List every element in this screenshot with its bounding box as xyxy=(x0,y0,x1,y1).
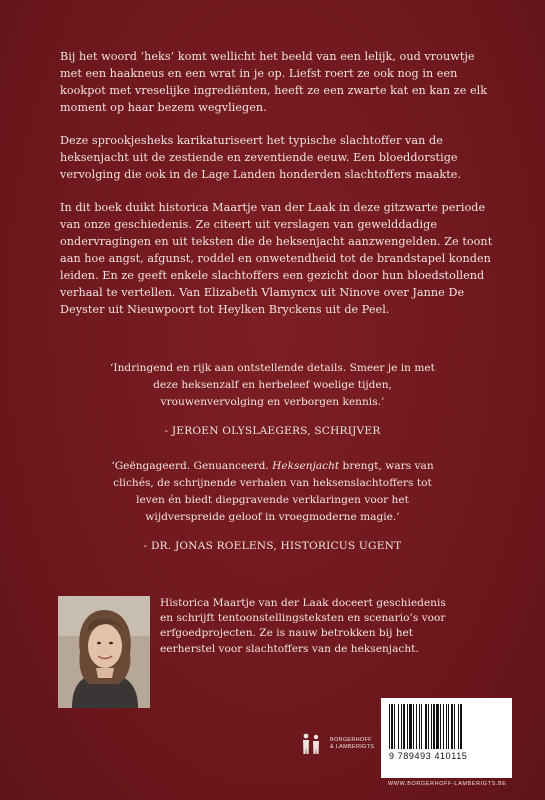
quote-attribution: - JEROEN OLYSLAEGERS, SCHRIJVER xyxy=(164,425,381,437)
blurb-paragraph-1: Bij het woord ‘heks’ komt wellicht het beeld van een lelijk, oud vrouwtje met een haakneus en een wrat in je op. Liefst roert ze ook nog in een kookpot met vreselijke ingrediënten, heeft ze een zwarte kat en kan ze elk moment op haar bezem wegvliegen. xyxy=(60,50,488,114)
quote-text: ‘Indringend en rijk aan ontstellende details. Smeer je in met deze heksenzalf en herbeleef woelige tijden, vrouwenvervolging en verborgen kennis.’ xyxy=(110,362,435,408)
isbn-barcode xyxy=(381,698,512,778)
publisher-website: WWW.BORGERHOFF-LAMBERIGTS.BE xyxy=(388,781,507,787)
author-photo xyxy=(58,596,150,708)
quote-text-after: brengt, wars van clichés, de schrijnende verhalen van heksenslachtoffers tot leven én biedt diepgravende verklaringen voor het wijdverspreide geloof in vroegmoderne magie.’ xyxy=(113,460,434,523)
blurb-paragraph-3: In dit boek duikt historica Maartje van der Laak in deze gitzwarte periode van onze geschiedenis. Ze citeert uit verslagen van gewelddadige ondervragingen en uit teksten die de heksenjacht aanzwengelden. Ze toont aan hoe angst, afgunst, roddel en onwetendheid tot de brandstapel konden leiden. En ze geeft enkele slachtoffers een gezicht door hun bloedstollend verhaal te vertellen. Van Elizabeth Vlamyncx uit Ninove over Janne De Deyster uit Nieuwpoort tot Heylken Bryckens uit de Peel. xyxy=(60,201,493,316)
quote-attribution: - DR. JONAS ROELENS, HISTORICUS UGENT xyxy=(143,540,402,552)
publisher-name xyxy=(330,737,374,751)
review-quote-1 xyxy=(100,360,445,440)
barcode-bars xyxy=(389,704,504,749)
publisher-figures-icon xyxy=(300,732,322,756)
quote-text xyxy=(100,458,445,526)
publisher-name-line1: BORGERHOFF xyxy=(330,737,372,743)
book-title-italic: Heksenjacht xyxy=(272,460,340,472)
review-quote-2 xyxy=(100,458,445,555)
publisher-logo xyxy=(300,732,374,756)
publisher-name-line2: & LAMBERIGTS xyxy=(330,744,375,750)
author-bio: Historica Maartje van der Laak doceert geschiedenis en schrijft tentoonstellingsteksten en scenario’s voor erfgoedprojecten. Ze is nauw betrokken bij het eerherstel voor slachtoffers van de heksenjacht. xyxy=(160,597,446,655)
isbn-number: 9 789493 410115 xyxy=(389,751,468,761)
quote-text-before: ‘Geëngageerd. Genuanceerd. xyxy=(111,460,273,472)
blurb-text xyxy=(60,48,500,334)
blurb-paragraph-2: Deze sprookjesheks karikaturiseert het typische slachtoffer van de heksenjacht uit de zestiende en zeventiende eeuw. Een bloeddorstige vervolging die ook in de Lage Landen honderden slachtoffers maakte. xyxy=(60,134,462,181)
